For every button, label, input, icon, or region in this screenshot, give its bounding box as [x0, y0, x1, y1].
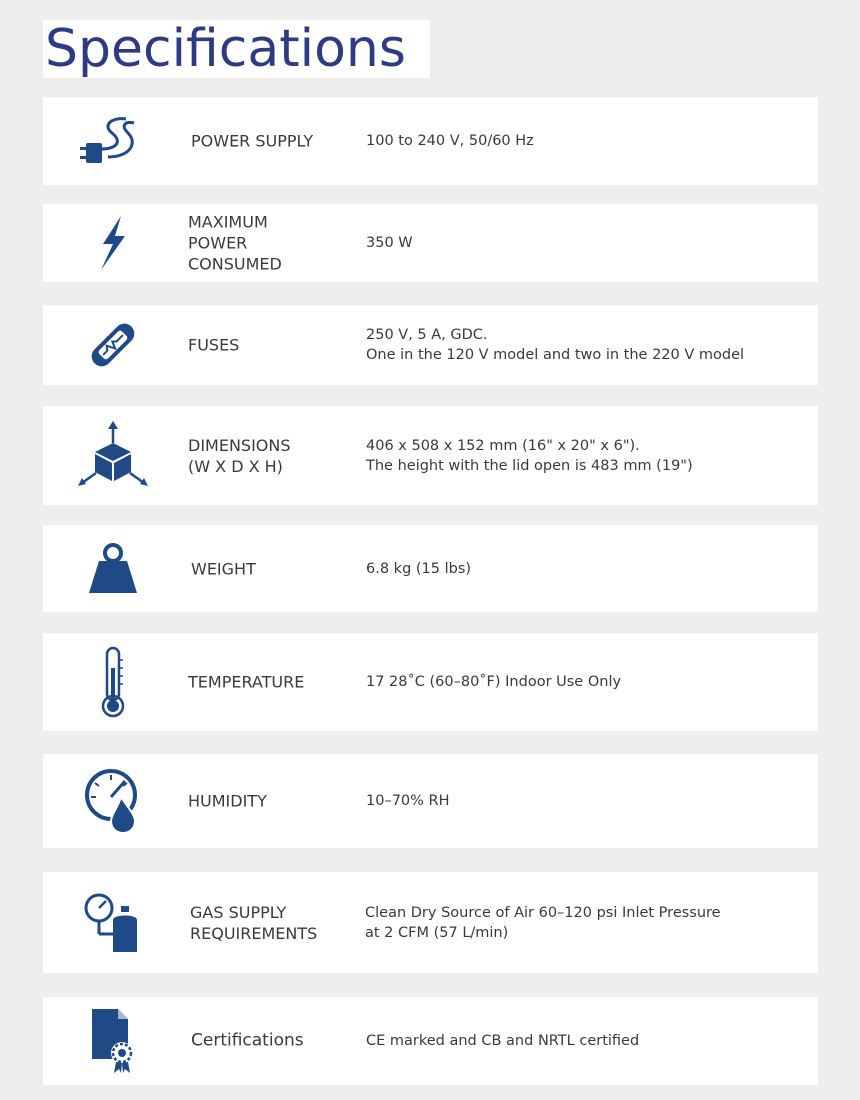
- gas-cylinder-gauge-icon: [73, 883, 153, 963]
- spec-row-dimensions: [43, 406, 818, 505]
- spec-row-power-supply: [43, 97, 818, 185]
- fuse-icon: [73, 305, 153, 385]
- spec-row-humidity: [43, 754, 818, 848]
- spec-value: 10–70% RH: [366, 793, 450, 809]
- spec-label: TEMPERATURE: [188, 672, 305, 692]
- weight-icon: [73, 529, 153, 609]
- spec-label: GAS SUPPLY REQUIREMENTS: [190, 902, 318, 943]
- spec-label: POWER SUPPLY: [191, 131, 314, 151]
- spec-label: MAXIMUM POWER CONSUMED: [188, 212, 282, 274]
- lightning-bolt-icon: [73, 203, 153, 283]
- spec-label: HUMIDITY: [188, 791, 267, 811]
- spec-label: Certifications: [191, 1030, 304, 1051]
- spec-value: 406 x 508 x 152 mm (16" x 20" x 6"). The height with the lid open is 483 mm (19"): [366, 437, 693, 474]
- spec-value: 250 V, 5 A, GDC. One in the 120 V model and two in the 220 V model: [366, 327, 745, 363]
- spec-value: 350 W: [366, 235, 413, 251]
- spec-label: WEIGHT: [191, 559, 256, 578]
- spec-value: 100 to 240 V, 50/60 Hz: [366, 133, 534, 149]
- page-title: Specifications: [43, 20, 430, 78]
- cube-dimensions-icon: [73, 416, 153, 496]
- thermometer-icon: [73, 642, 153, 722]
- spec-row-gas-supply: [43, 872, 818, 973]
- humidity-gauge-icon: [73, 761, 153, 841]
- spec-value: Clean Dry Source of Air 60–120 psi Inlet Pressure at 2 CFM (57 L/min): [365, 904, 721, 941]
- spec-label: FUSES: [188, 335, 240, 355]
- spec-row-weight: [43, 525, 818, 612]
- spec-value: CE marked and CB and NRTL certified: [366, 1033, 640, 1049]
- spec-row-certifications: [43, 997, 818, 1085]
- certificate-icon: [73, 1001, 153, 1081]
- spec-row-maximum-power: [43, 204, 818, 282]
- spec-value: 17 28˚C (60–80˚F) Indoor Use Only: [366, 674, 622, 690]
- spec-value: 6.8 kg (15 lbs): [366, 560, 472, 577]
- spec-row-temperature: [43, 633, 818, 731]
- spec-label: DIMENSIONS (W X D X H): [188, 435, 291, 476]
- spec-row-fuses: [43, 305, 818, 385]
- power-plug-icon: [73, 101, 153, 181]
